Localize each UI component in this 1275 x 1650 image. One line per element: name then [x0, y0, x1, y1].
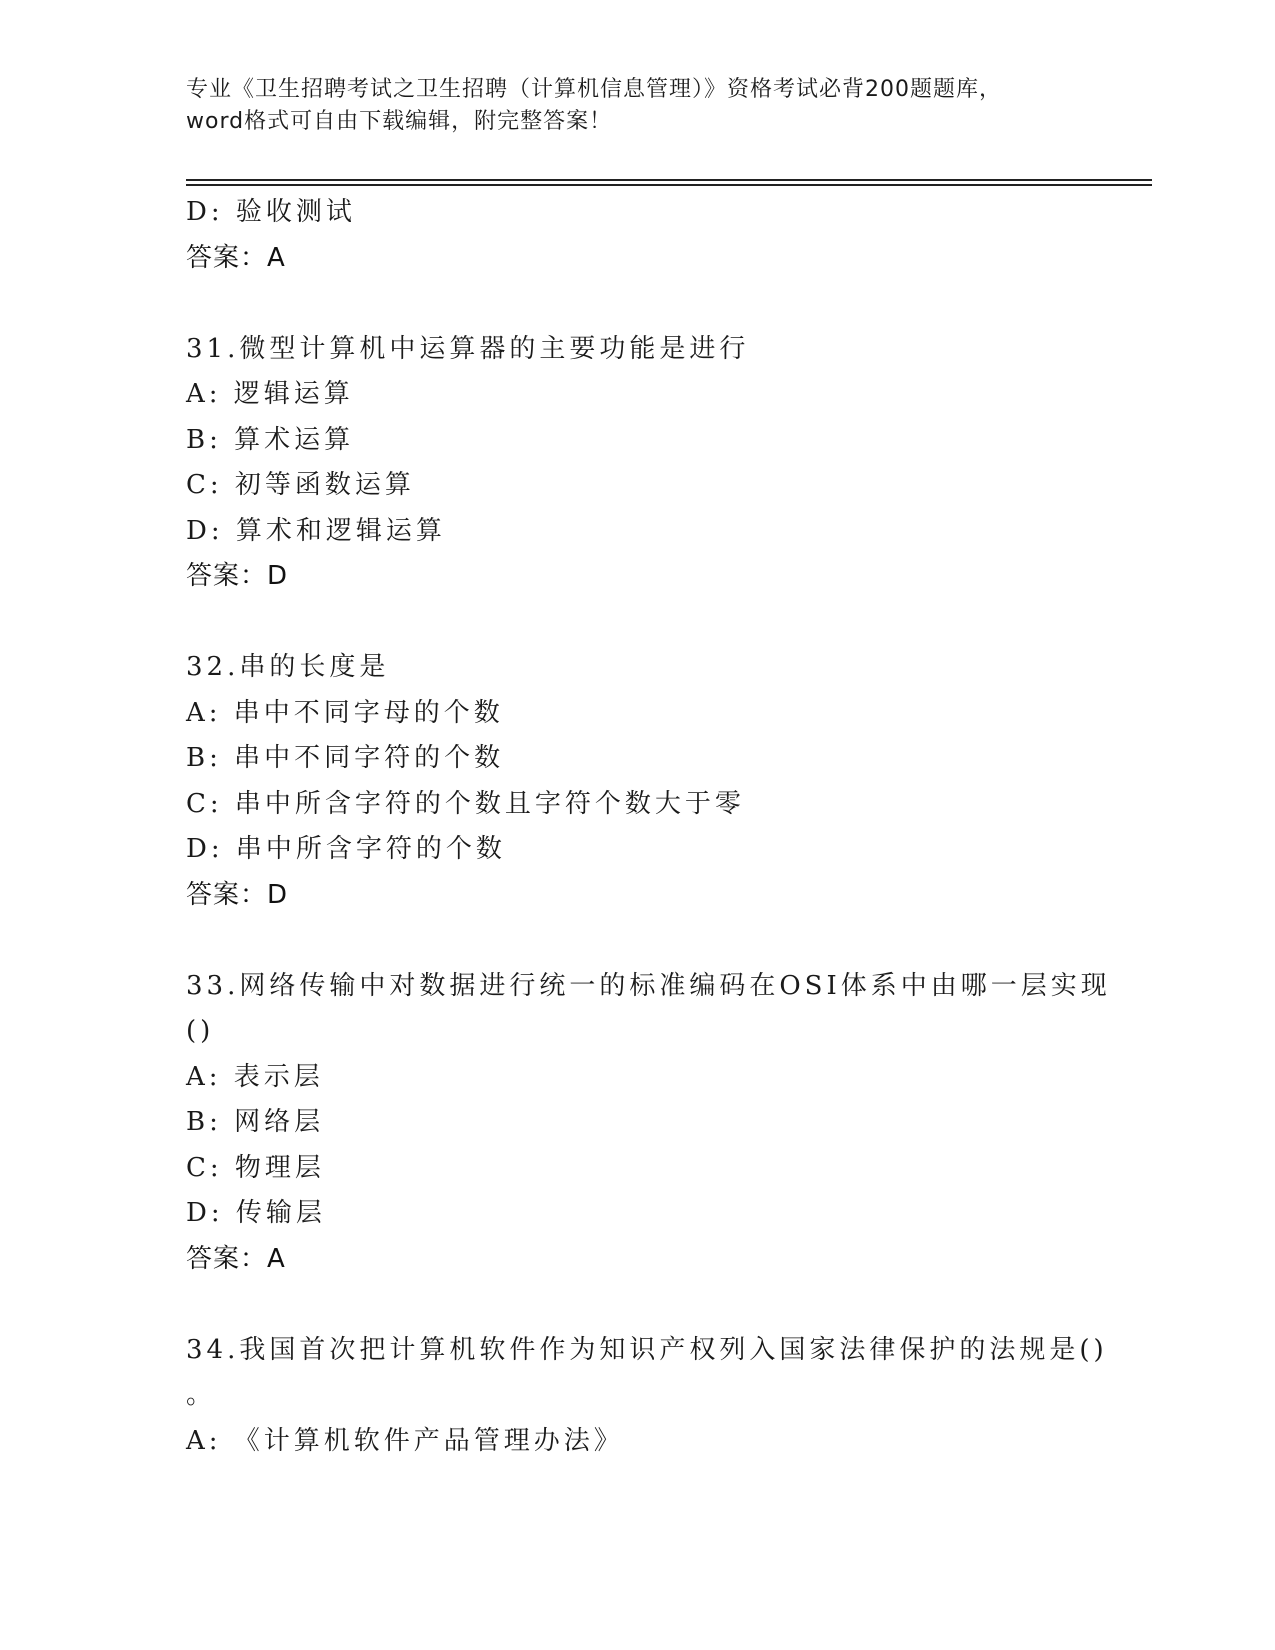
answer-label: 答案：A [186, 1243, 286, 1274]
option-d: D: 算术和逻辑运算 [186, 515, 446, 546]
question-list [186, 190, 1111, 1464]
option-c: C: 初等函数运算 [186, 470, 415, 500]
option-a: A: 表示层 [186, 1061, 324, 1092]
option-b: B: 网络层 [186, 1107, 325, 1137]
option-d: D: 验收测试 [186, 197, 356, 227]
option-a: A: 串中不同字母的个数 [186, 697, 504, 728]
header-divider-top [186, 179, 1152, 181]
option-c: C: 物理层 [186, 1152, 325, 1183]
question-31: 31.微型计算机中运算器的主要功能是进行 [186, 333, 750, 364]
option-b: B: 算术运算 [186, 424, 355, 455]
answer-label: 答案：D [186, 879, 289, 910]
option-d: D: 传输层 [186, 1198, 326, 1228]
answer-label: 答案：A [186, 242, 286, 273]
option-b: B: 串中不同字符的个数 [186, 743, 505, 773]
question-33-line-1: 33.网络传输中对数据进行统一的标准编码在OSI体系中由哪一层实现 [186, 970, 1111, 1001]
option-a: A: 《计算机软件产品管理办法》 [186, 1425, 624, 1456]
header-title-line-2: word格式可自由下载编辑，附完整答案！ [186, 109, 613, 134]
option-c: C: 串中所含字符的个数且字符个数大于零 [186, 788, 745, 819]
question-34-line-2: 。 [186, 1380, 217, 1410]
answer-label: 答案：D [186, 561, 289, 591]
question-34-line-1: 34.我国首次把计算机软件作为知识产权列入国家法律保护的法规是() [186, 1334, 1108, 1365]
document-header [186, 74, 1076, 138]
header-title-line-1: 专业《卫生招聘考试之卫生招聘（计算机信息管理）》资格考试必背200题题库， [186, 77, 1002, 102]
question-33-line-2: () [186, 1016, 215, 1046]
header-divider-bottom [186, 184, 1152, 186]
option-d: D: 串中所含字符的个数 [186, 834, 506, 864]
option-a: A: 逻辑运算 [186, 379, 354, 409]
question-32: 32.串的长度是 [186, 652, 390, 682]
